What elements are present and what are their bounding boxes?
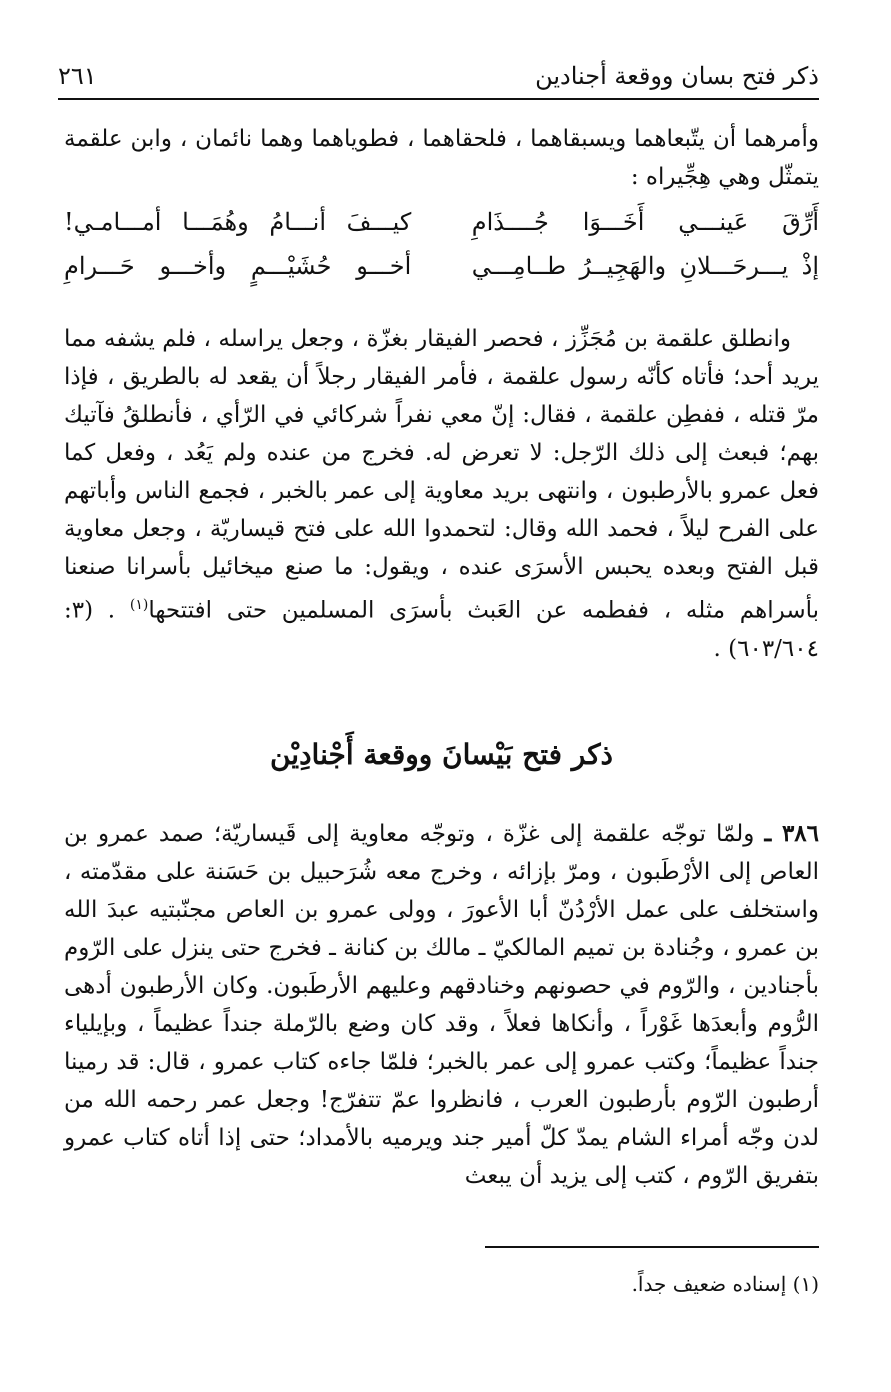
page-number: ٢٦١: [58, 62, 97, 90]
paragraph-3-number: ٣٨٦ ـ: [764, 820, 819, 847]
paragraph-1-text: وأمرهما أن يتّبعاهما ويسبقاهما ، فلحقاهما ، فطوياهما وهما نائمان ، وابن علقمة يتمثّل وهي هِجِّيراه :: [64, 126, 819, 190]
footnote-text: إسناده ضعيف جداً.: [631, 1272, 787, 1296]
footnote: [64, 1272, 819, 1296]
poem-verse-2-left: أخـــو حُشَيْـــمٍ وأخـــو حَـــرامِ: [64, 252, 412, 280]
paragraph-3-text: ولمّا توجّه علقمة إلى غزّة ، وتوجّه معاوية إلى قَيساريّة؛ صمد عمرو بن العاص إلى الأرْطَبون ، ومرّ بإزائه ، وخرج معه شُرَحبيل بن حَسَنة على مقدّمته ، واستخلف على عمل الأرْدُنّ أبا الأعورَ ، وولى عمرو بن العاص مجنّبتيه عبدَ الله بن عمرو ، وجُنادة بن تميم المالكيّ ـ مالك بن كنانة ـ فخرج حتى ينزل على الرّوم بأجنادين ، والرّوم في حصونهم وخنادقهم وعليهم الأرطَبون. وكان الأرطبون أدهى الرُّوم وأبعدَها غَوْراً ، وأنكاها فعلاً ، وقد كان وضع بالرّملة جنداً عظيماً ، وبإيلياء جنداً عظيماً؛ وكتب عمرو إلى عمر بالخبر؛ فلمّا جاءه كتاب عمرو ، قال: قد رمينا أرطبون الرّوم بأرطبون العرب ، فانظروا عمّ تتفرّج! وجعل عمر رحمه الله من لدن وجّه أمراء الشام يمدّ كلّ أمير جند ويرميه بالأمداد؛ حتى إذا أتاه كتاب عمرو بتفريق الرّوم ، كتب إلى يزيد أن يبعث: [64, 821, 819, 1189]
paragraph-1: [64, 120, 819, 196]
paragraph-2-text: وانطلق علقمة بن مُجَزِّز ، فحصر الفيقار بغزّة ، وجعل يراسله ، فلم يشفه مما يريد أحد؛ فأتاه كأنّه رسول علقمة ، فأمر الفيقار رجلاً أن يقعد له بالطريق ، فإذا مرّ قتله ، ففطِن علقمة ، فقال: إنّ معي نفراً شركائي في الرّأي ، فأنطلقُ فآتيك بهم؛ فبعث إلى ذلك الرّجل: لا تعرض له. فخرج من عنده ولم يَعُد ، وفعل كما فعل عمرو بالأرطبون ، وانتهى بريد معاوية إلى عمر بالخبر ، فجمع الناس وأباتهم على الفرح ليلاً ، فحمد الله وقال: لتحمدوا الله على فتح قيساريّة ، وجعل معاوية قبل الفتح وبعده يحبس الأسرَى عنده ، ويقول: ما صنع ميخائيل بأسرانا صنعنا بأسراهم مثله ، ففطمه عن العَبث بأسرَى المسلمين حتى افتتحها: [64, 326, 820, 624]
section-title: ذكر فتح بَيْسانَ ووقعة أَجْنادِيْن: [269, 738, 614, 771]
paragraph-3: [64, 815, 819, 1195]
poem-verse-1-left: كيـــفَ أنـــامُ وهُمَـــا أمـــامـي!: [64, 208, 412, 236]
footnote-rule: [485, 1246, 819, 1248]
paragraph-2-body: [64, 320, 819, 668]
paragraph-2: [64, 320, 819, 668]
running-head: ذكر فتح بسان ووقعة أجنادين: [535, 62, 819, 90]
poem-verse-1: [64, 200, 819, 244]
footnote-reference[interactable]: (١): [129, 597, 149, 613]
poem-verse-1-right: أَرِّقَ عَينـــي أَخَـــوَا جُــــذَامِ: [471, 208, 819, 236]
page-header: [58, 58, 819, 94]
footnote-marker: (١): [792, 1272, 819, 1296]
poem-verse-2-right: إذْ يـــرحَـــلانِ والهَجِيــرُ طــامِـــي: [471, 252, 819, 280]
poem-verse-2: [64, 244, 819, 288]
header-rule: [58, 98, 819, 100]
paragraph-3-body: [64, 815, 819, 1195]
poem: [64, 200, 819, 288]
paragraph-2-citation: . (٣: ٦٠٣/٦٠٤) .: [64, 597, 819, 662]
